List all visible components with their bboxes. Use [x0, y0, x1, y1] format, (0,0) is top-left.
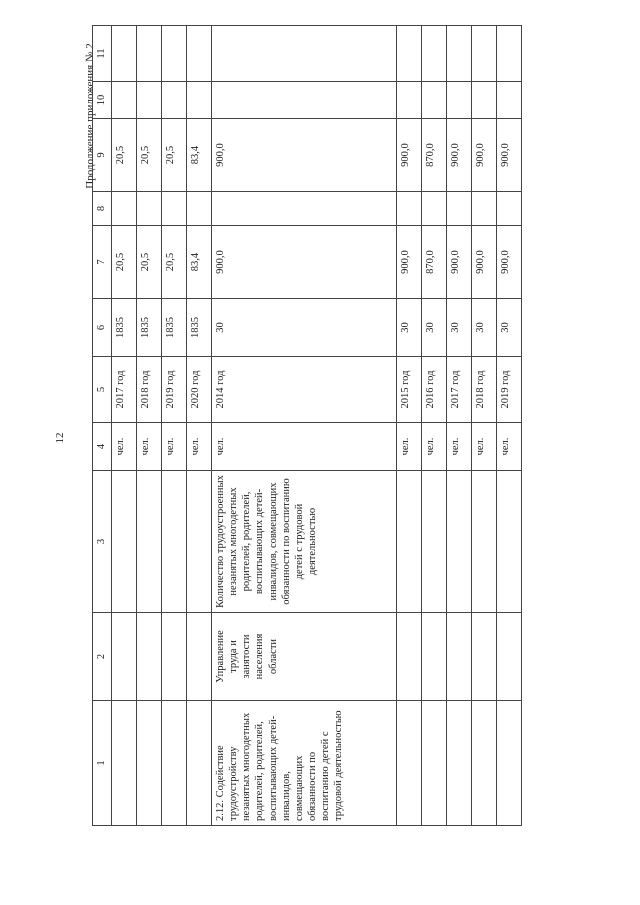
table-cell-col-11: [162, 26, 187, 82]
table-cell-col-9: 870,0: [422, 119, 447, 192]
continuation-header: Продолжение приложения № 2: [84, 43, 96, 189]
table-cell-col-4: чел.: [112, 423, 137, 471]
table-cell-col-2: [187, 613, 212, 701]
table-cell-col-3: [397, 471, 422, 613]
table-cell-col-6: 30: [472, 299, 497, 357]
table-cell-col-6: 30: [447, 299, 472, 357]
table-cell-col-8: [112, 192, 137, 226]
table-cell-col-8: [397, 192, 422, 226]
table-cell-col-9: 900,0: [447, 119, 472, 192]
table-cell-col-11: [397, 26, 422, 82]
table-cell-col-8: [212, 192, 397, 226]
table-cell-col-1: [162, 701, 187, 826]
table-row: [137, 26, 162, 826]
table-cell-col-1: [112, 701, 137, 826]
table-cell-col-3: [162, 471, 187, 613]
table-cell-col-4: чел.: [212, 423, 397, 471]
table-cell-col-8: [497, 192, 522, 226]
table-cell-col-6: 30: [212, 299, 397, 357]
col-header: 2: [93, 613, 112, 701]
table-cell-col-9: 20,5: [162, 119, 187, 192]
table-cell-col-7: 900,0: [447, 226, 472, 299]
table-cell-col-4: чел.: [497, 423, 522, 471]
table-row: [497, 26, 522, 826]
table-cell-col-11: [497, 26, 522, 82]
table-cell-col-6: 30: [497, 299, 522, 357]
table-cell-col-7: 20,5: [112, 226, 137, 299]
table-cell-col-10: [422, 82, 447, 119]
col-header: 6: [93, 299, 112, 357]
table-cell-col-9: 900,0: [212, 119, 397, 192]
table-cell-col-2: [397, 613, 422, 701]
table-cell-col-5: 2014 год: [212, 357, 397, 423]
table-cell-col-5: 2019 год: [162, 357, 187, 423]
table-cell-col-11: [137, 26, 162, 82]
table-cell-col-11: [187, 26, 212, 82]
table-row: [162, 26, 187, 826]
col-header: 9: [93, 119, 112, 192]
table-cell-col-10: [397, 82, 422, 119]
table-cell-col-11: [422, 26, 447, 82]
table-cell-col-10: [187, 82, 212, 119]
table-cell-col-5: 2017 год: [447, 357, 472, 423]
table-cell-col-3: [112, 471, 137, 613]
table-cell-col-8: [422, 192, 447, 226]
table-cell-col-5: 2018 год: [137, 357, 162, 423]
table-cell-col-10: [212, 82, 397, 119]
table-cell-col-1: [397, 701, 422, 826]
table-cell-col-5: 2018 год: [472, 357, 497, 423]
table-cell-col-7: 900,0: [397, 226, 422, 299]
table-cell-col-10: [112, 82, 137, 119]
table-cell-col-7: 900,0: [212, 226, 397, 299]
table-cell-col-8: [162, 192, 187, 226]
col-header: 5: [93, 357, 112, 423]
table-cell-col-4: чел.: [397, 423, 422, 471]
table-cell-col-9: 900,0: [472, 119, 497, 192]
table-cell-col-3: [187, 471, 212, 613]
table-cell-col-7: 20,5: [162, 226, 187, 299]
col-header: 3: [93, 471, 112, 613]
table-cell-col-9: 83,4: [187, 119, 212, 192]
table-cell-col-4: чел.: [137, 423, 162, 471]
col-header: 11: [93, 26, 112, 82]
table-cell-col-6: 1835: [112, 299, 137, 357]
table-cell-col-5: 2019 год: [497, 357, 522, 423]
table-cell-col-1: [447, 701, 472, 826]
table-cell-col-1: [187, 701, 212, 826]
table-cell-col-4: чел.: [422, 423, 447, 471]
table-cell-col-11: [472, 26, 497, 82]
table-cell-col-5: 2016 год: [422, 357, 447, 423]
table-cell-col-11: [447, 26, 472, 82]
table-cell-col-9: 900,0: [497, 119, 522, 192]
table-cell-col-9: 20,5: [112, 119, 137, 192]
table-cell-col-3: [447, 471, 472, 613]
program-table: [92, 25, 522, 826]
table-cell-col-1: [497, 701, 522, 826]
table-cell-col-5: 2017 год: [112, 357, 137, 423]
table-cell-col-3: [497, 471, 522, 613]
table-cell-col-7: 870,0: [422, 226, 447, 299]
table-cell-col-2: [447, 613, 472, 701]
table-cell-col-2: [162, 613, 187, 701]
table-cell-col-2: [112, 613, 137, 701]
table-cell-col-1: 2.12. Содействие трудоустройству незанятых многодетных родителей, родителей, воспитывающих детей-инвалидов, совмещающих обязанности по воспитанию детей с трудовой деятельностью: [212, 701, 397, 826]
table-cell-col-4: чел.: [187, 423, 212, 471]
table-row: [187, 26, 212, 826]
col-header: 10: [93, 82, 112, 119]
table-cell-col-6: 30: [397, 299, 422, 357]
table-cell-col-2: [137, 613, 162, 701]
table-cell-col-7: 83,4: [187, 226, 212, 299]
table-cell-col-9: 900,0: [397, 119, 422, 192]
table-cell-col-5: 2015 год: [397, 357, 422, 423]
table-cell-col-6: 1835: [162, 299, 187, 357]
table-cell-col-3: [422, 471, 447, 613]
col-header: 7: [93, 226, 112, 299]
rotated-table-wrapper: [92, 26, 630, 826]
table-row: [422, 26, 447, 826]
table-cell-col-1: [422, 701, 447, 826]
table-row: [397, 26, 422, 826]
table-cell-col-3: [472, 471, 497, 613]
table-cell-col-6: 1835: [137, 299, 162, 357]
table-cell-col-10: [447, 82, 472, 119]
table-cell-col-3: Количество трудоустроенных незанятых многодетных родителей, родителей, воспитывающих детей-инвалидов, совмещающих обязанности по воспитанию детей с трудовой деятельностью: [212, 471, 397, 613]
table-cell-col-1: [137, 701, 162, 826]
table-cell-col-1: [472, 701, 497, 826]
table-cell-col-7: 900,0: [497, 226, 522, 299]
table-cell-col-8: [187, 192, 212, 226]
table-cell-col-8: [137, 192, 162, 226]
table-row: [472, 26, 497, 826]
col-header: 4: [93, 423, 112, 471]
table-cell-col-10: [472, 82, 497, 119]
table-cell-col-10: [497, 82, 522, 119]
table-cell-col-2: [472, 613, 497, 701]
table-row: [447, 26, 472, 826]
table-cell-col-9: 20,5: [137, 119, 162, 192]
table-cell-col-4: чел.: [447, 423, 472, 471]
table-cell-col-5: 2020 год: [187, 357, 212, 423]
table-row: [112, 26, 137, 826]
table-cell-col-7: 900,0: [472, 226, 497, 299]
page-number: 12: [54, 432, 66, 444]
table-cell-col-3: [137, 471, 162, 613]
table-cell-col-10: [137, 82, 162, 119]
table-cell-col-11: [212, 26, 397, 82]
table-cell-col-11: [112, 26, 137, 82]
table-cell-col-6: 1835: [187, 299, 212, 357]
table-cell-col-2: [497, 613, 522, 701]
table-row: [212, 26, 397, 826]
table-cell-col-8: [447, 192, 472, 226]
table-cell-col-7: 20,5: [137, 226, 162, 299]
table-cell-col-8: [472, 192, 497, 226]
col-header: 1: [93, 701, 112, 826]
table-cell-col-10: [162, 82, 187, 119]
table-cell-col-2: [422, 613, 447, 701]
table-cell-col-4: чел.: [472, 423, 497, 471]
table-cell-col-4: чел.: [162, 423, 187, 471]
col-header: 8: [93, 192, 112, 226]
column-number-row: [93, 26, 112, 826]
table-cell-col-6: 30: [422, 299, 447, 357]
table-cell-col-2: Управление труда и занятости населения области: [212, 613, 397, 701]
